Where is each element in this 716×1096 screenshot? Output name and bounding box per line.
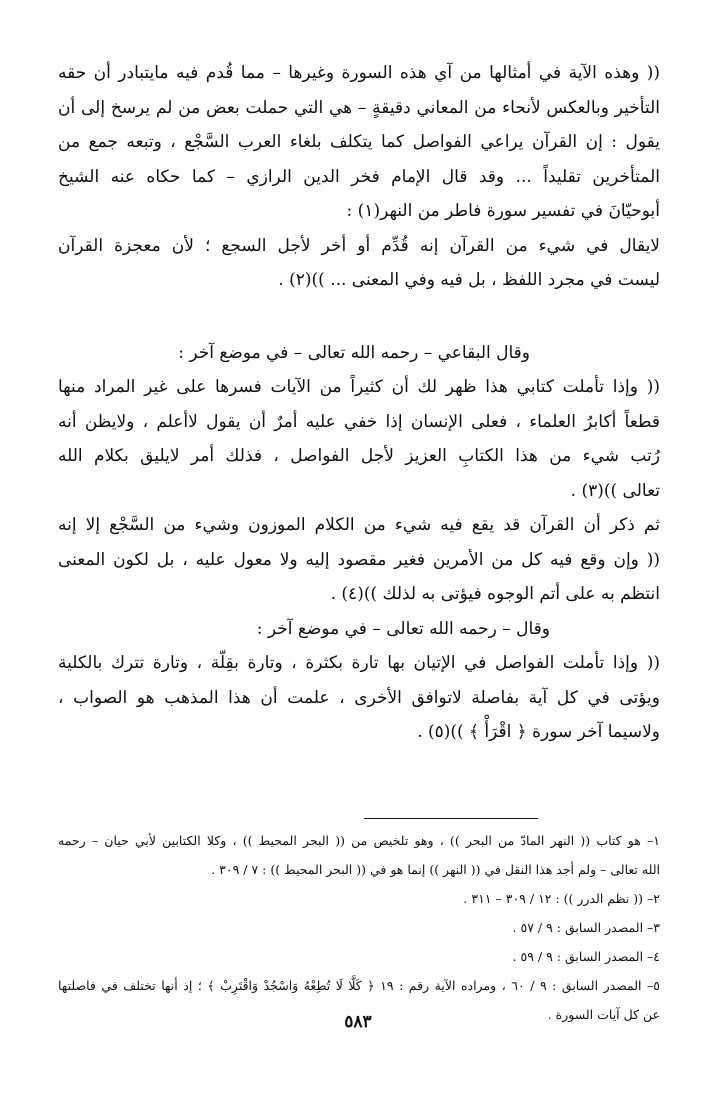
text-line: رُتب شيء من هذا الكتابِ العزيز لأجل الفواصل ، فذلك أمر لايليق بكلام الله bbox=[58, 446, 660, 466]
text-line: (( وإذا تأملت كتابي هذا ظهر لك أن كثيراً من الآيات فسرها على غير المراد منها bbox=[58, 377, 660, 397]
text-line: انتظم به على أتم الوجوه فيؤتى به لذلك ))(٤) . bbox=[330, 584, 660, 604]
paragraph-intro: وقال البقاعي – رحمه الله تعالى – في موضع آخر : bbox=[178, 342, 530, 363]
text-line: لايقال في شيء من القرآن إنه قُدِّم أو أخر لأجل السجع ؛ لأن معجزة القرآن bbox=[58, 235, 660, 256]
text-line: ويؤتى في كل آية بفاصلة لاتوافق الأخرى ، علمت أن هذا المذهب هو الصواب ، bbox=[58, 687, 660, 708]
page-number: ٥٨٣ bbox=[344, 1012, 372, 1032]
footnotes bbox=[58, 826, 660, 1029]
text-line: ولاسيما آخر سورة ﴿ اقْرَأْ ﴾ ))(٥) . bbox=[417, 722, 660, 742]
text-line: (( وهذه الآية في أمثالها من آي هذه السورة وغيرها – مما قُدم فيه مايتبادر أن حقه bbox=[58, 63, 660, 83]
text-line: يقول : إن القرآن يراعي الفواصل كما يتكلف بلغاء العرب السَّجْع ، وتبعه جمع من bbox=[58, 132, 660, 152]
text-line: قطعاً أكابرُ العلماء ، فعلى الإنسان إذا خفي عليه أمرٌ أن يقول لاأعلم ، ولايظن أنه bbox=[58, 411, 660, 432]
main-text bbox=[58, 56, 660, 750]
text-line: تعالى ))(٣) . bbox=[570, 480, 660, 501]
footnote-1: ١– هو كتاب (( النهر المادّ من البحر )) ، وهو تلخيص من (( البحر المحيط )) ، وكلا الكتابين لأبي حيان – رحمه bbox=[58, 833, 660, 848]
footnote-2: ٢– (( نظم الدرر )) : ١٢ / ٣٠٩ – ٣١١ . bbox=[463, 891, 660, 906]
text-line: التأخير وبالعكس لأنحاء من المعاني دقيقةٍ – هي التي حملت بعض من لم يرسخ إلى أن bbox=[58, 97, 660, 118]
footnote-5-continued: عن كل آيات السورة . bbox=[547, 1007, 660, 1022]
paragraph-intro: وقال – رحمه الله تعالى – في موضع آخر : bbox=[256, 618, 550, 639]
text-line: ليست في مجرد اللفظ ، بل فيه وفي المعنى ... ))(٢) . bbox=[278, 270, 660, 290]
text-line: أبوحيّانَ في تفسير سورة فاطر من النهر(١) : bbox=[346, 201, 660, 221]
footnote-3: ٣– المصدر السابق : ٩ / ٥٧ . bbox=[512, 920, 660, 935]
footnote-1-continued: الله تعالى – ولم أجد هذا النقل في (( النهر )) إنما هو في (( البحر المحيط )) : ٧ / ٣٠٩ . bbox=[211, 862, 660, 877]
footnote-divider bbox=[364, 818, 538, 819]
footnote-4: ٤– المصدر السابق : ٩ / ٥٩ . bbox=[512, 949, 660, 964]
text-line: (( وإن وقع فيه كل من الأمرين فغير مقصود إليه ولا معول عليه ، بل لكون المعنى bbox=[58, 549, 660, 570]
text-line: ثم ذكر أن القرآن قد يقع فيه شيء من الكلام الموزون وشيء من السَّجْع إلا إنه bbox=[58, 515, 660, 535]
text-line: المتأخرين تقليداً ... وقد قال الإمام فخر الدين الرازي – كما حكاه عنه الشيخ bbox=[58, 166, 660, 187]
footnote-5: ٥– المصدر السابق : ٩ / ٦٠ ، ومراده الآية رقم : ١٩ ﴿ كَلَّا لَا تُطِعْهُ وَاسْجُدْ وَاقْتَرِبْ ﴾ ؛ إذ أنها تختلف في فاصلتها bbox=[58, 978, 660, 993]
text-line: (( وإذا تأملت الفواصل في الإتيان بها تارة بكثرة ، وتارة بقِلّة ، وتارة تترك بالكلية bbox=[58, 653, 660, 673]
